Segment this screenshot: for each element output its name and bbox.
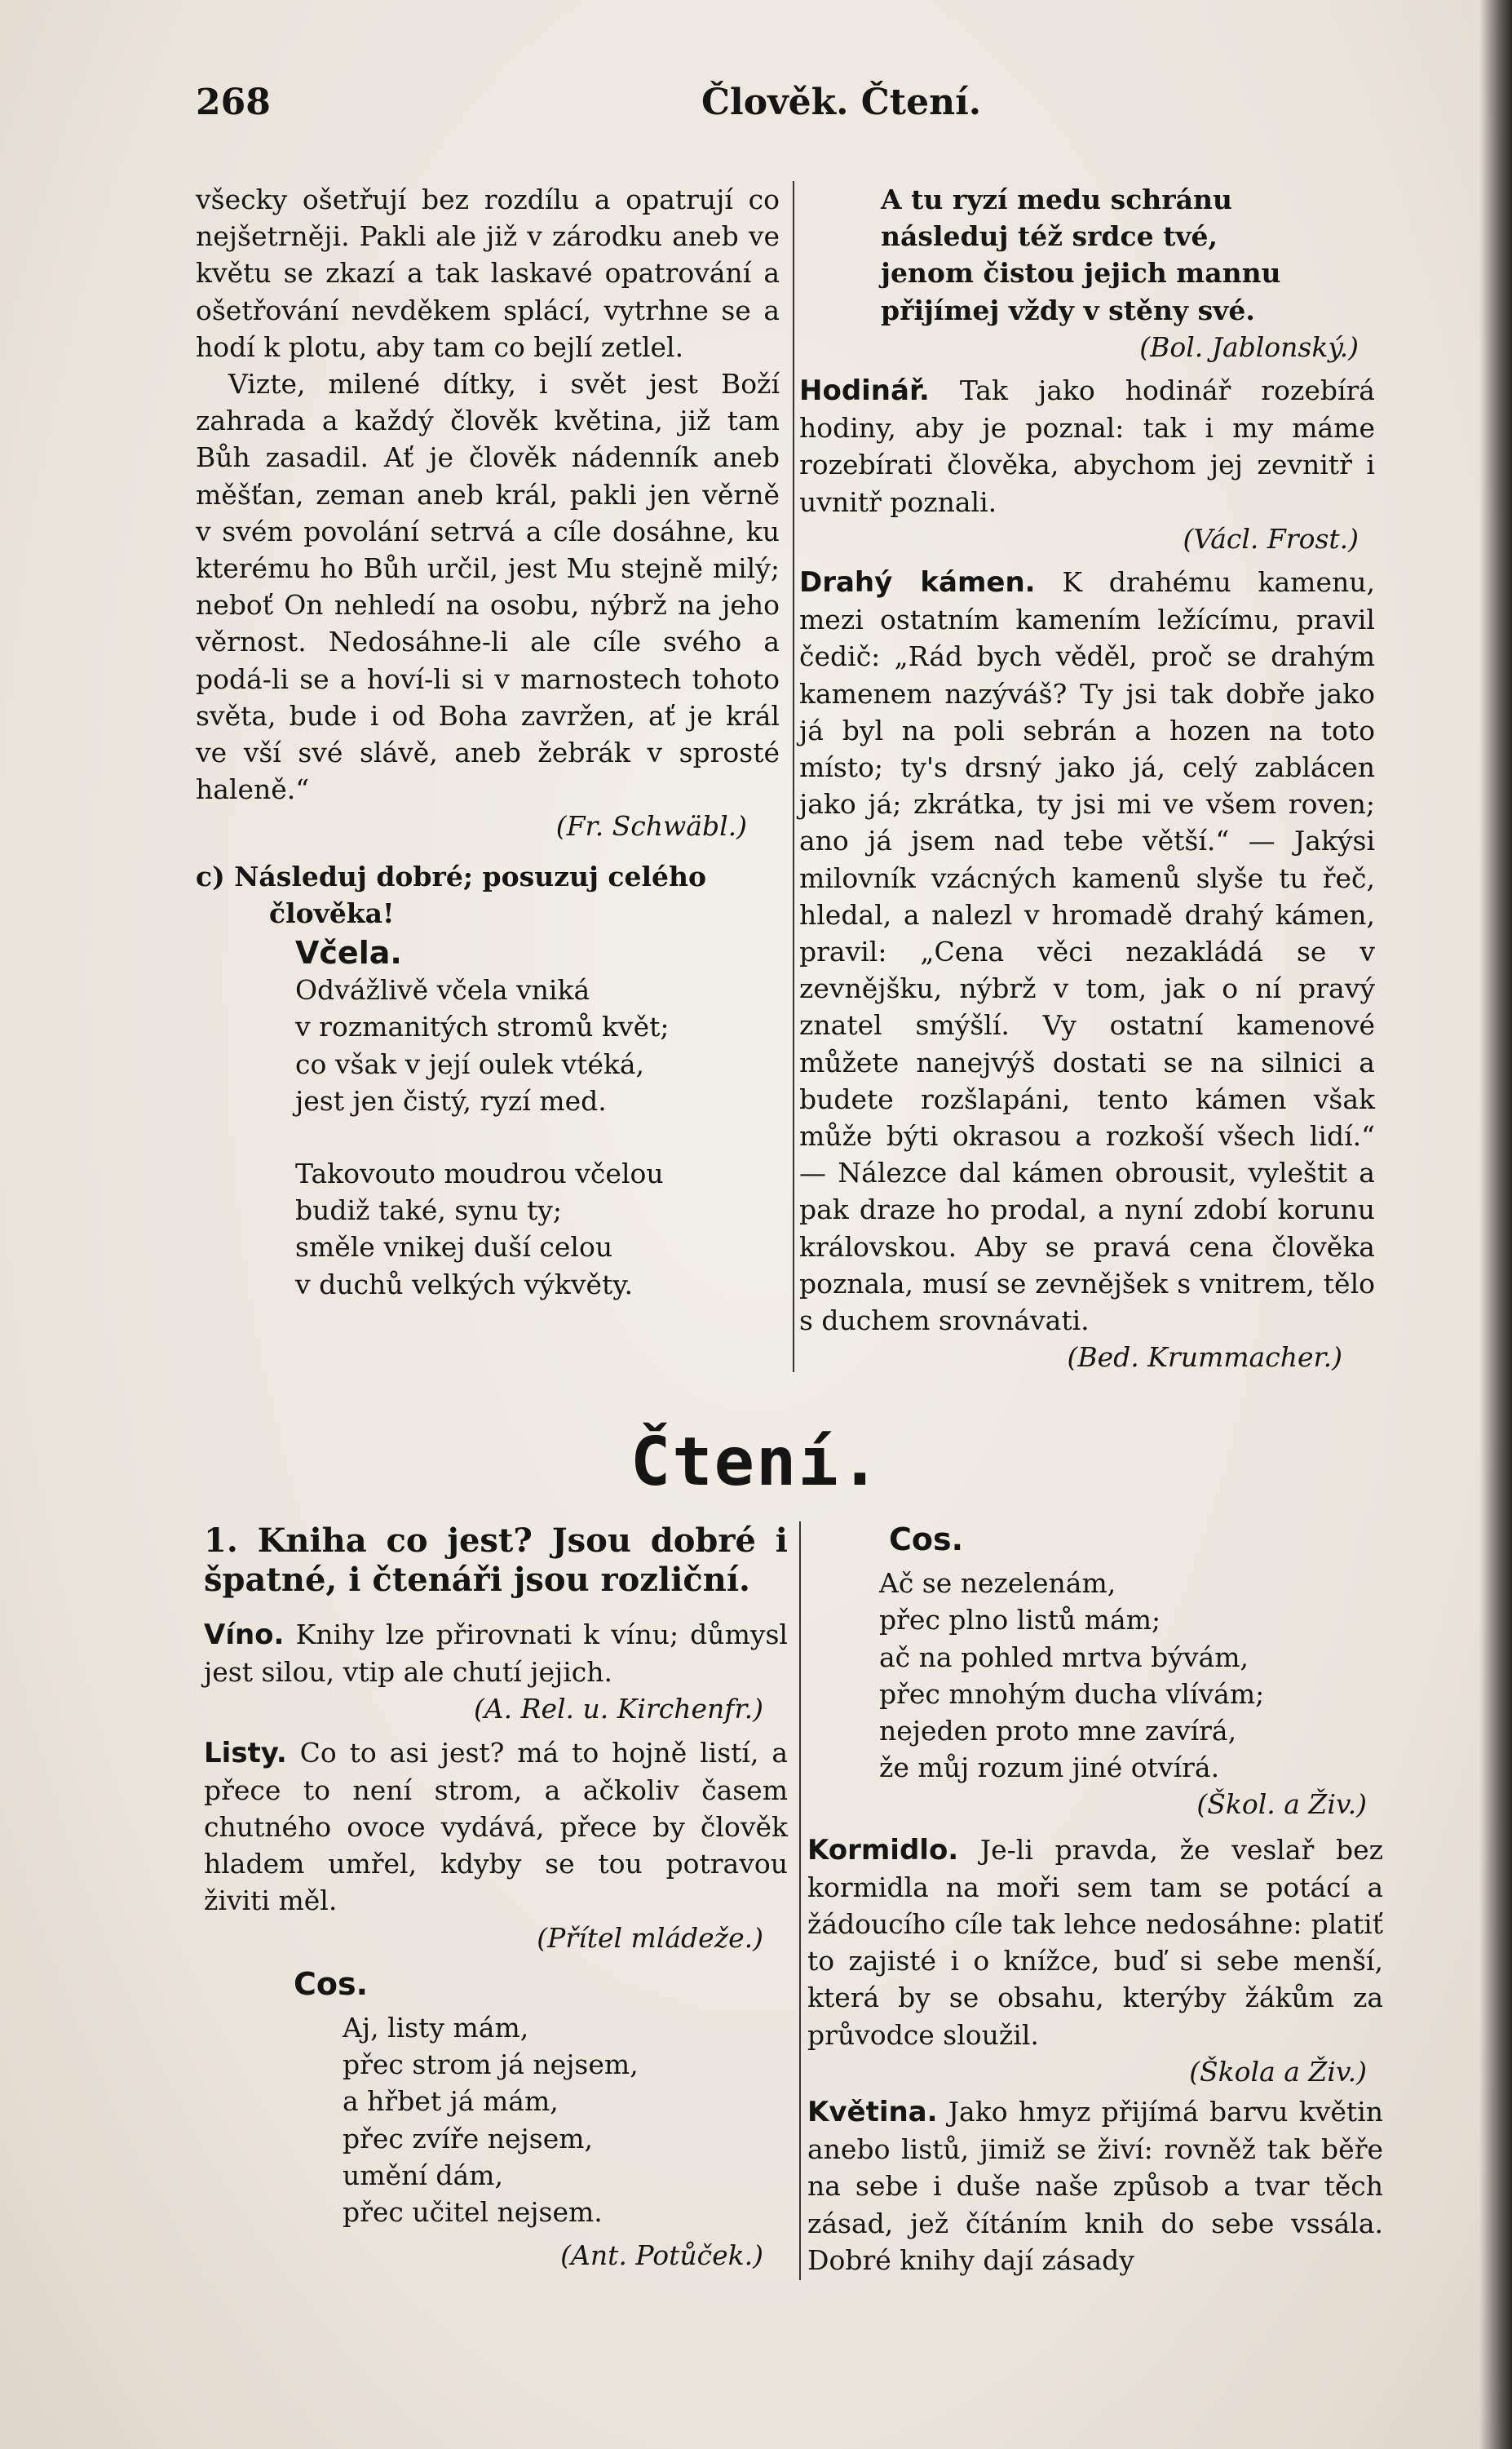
paragraph: Listy. Co to asi jest? má to hojně listí, a přece to není strom, a ačkoliv časem chutného ovoce vydává, přece by člověk hladem umřel, kdyby se tou potravou živiti měl. bbox=[204, 1736, 789, 1917]
keyword: Kormidlo. bbox=[807, 1833, 959, 1867]
attribution: (Škola a Živ.) bbox=[1189, 2055, 1367, 2088]
poem-stanza: Ač se nezelenám, přec plno listů mám; ač na pohled mrtva bývám, přec mnohým ducha vlívám; nejeden proto mne zavírá, že můj rozum jiné otvírá. bbox=[879, 1567, 1265, 1784]
left-bottom-column bbox=[204, 1521, 788, 2274]
keyword: Listy. bbox=[204, 1736, 287, 1769]
right-bottom-column bbox=[807, 1521, 1383, 2278]
section-heading: c) Následuj dobré; posuzuj celého člověka! bbox=[196, 860, 707, 929]
column-divider bbox=[793, 181, 794, 1372]
keyword: Drahý kámen. bbox=[799, 566, 1036, 600]
attribution: (Ant. Potůček.) bbox=[560, 2239, 763, 2272]
keyword: Květina. bbox=[807, 2096, 938, 2129]
keyword: Hodinář. bbox=[799, 374, 930, 408]
attribution: (A. Rel. u. Kirchenfr.) bbox=[473, 1693, 763, 1725]
attribution: (Škol. a Živ.) bbox=[1196, 1788, 1367, 1821]
attribution: (Fr. Schwäbl.) bbox=[555, 810, 747, 843]
attribution: (Václ. Frost.) bbox=[1183, 522, 1359, 555]
subheading: Cos. bbox=[889, 1521, 964, 1557]
attribution: (Bol. Jablonský.) bbox=[1139, 330, 1359, 363]
attribution: (Přítel mládeže.) bbox=[537, 1921, 763, 1954]
attribution: (Bed. Krummacher.) bbox=[1067, 1341, 1342, 1374]
subheading: Cos. bbox=[294, 1965, 369, 2002]
paragraph: Hodinář. Tak jako hodinář rozebírá hodiny, aby je poznal: tak i my máme rozebírati člověka, abychom jej zevnitř i uvnitř poznali. bbox=[799, 374, 1375, 518]
keyword: Víno. bbox=[204, 1619, 285, 1651]
paragraph: Vizte, milené dítky, i svět jest Boží zahrada a každý člověk květina, již tam Bůh zasadil. Ať je člověk nádenník aneb měšťan, zeman aneb král, pakli jen věrně v svém povolání setrvá a cíle dosáhne, ku kterému ho Bůh určil, jest Mu stejně milý; neboť On nehledí na osobu, nýbrž na jeho věrnost. Nedosáhne-li ale cíle svého a podá-li se a hoví-li si v marnostech tohoto světa, bude i od Boha zavržen, ať je král ve vší své slávě, aneb žebrák v sprosté haleně.“ bbox=[196, 368, 780, 806]
chapter-heading: 1. Kniha co jest? Jsou dobré i špatné, i čtenáři jsou rozliční. bbox=[204, 1521, 788, 1599]
section-title: Čtení. bbox=[630, 1424, 882, 1501]
poem-stanza: Odvážlivě včela vniká v rozmanitých stromů květ; co však v její oulek vtéká, jest jen čistý, ryzí med. bbox=[295, 974, 670, 1117]
column-divider bbox=[799, 1521, 801, 2280]
paragraph: všecky ošetřují bez rozdílu a opatrují co nejšetrněji. Pakli ale již v zárodku aneb ve květu se zkazí a tak laskavé opatrování a ošetřování nevděkem splácí, vytrhne se a hodí k plotu, aby tam co bejlí zetlel. bbox=[196, 184, 780, 363]
page-number: 268 bbox=[196, 82, 271, 123]
right-top-column bbox=[799, 181, 1375, 1376]
paragraph: Kormidlo. Je-li pravda, že veslař bez kormidla na moři sem tam se potácí a žádoucího cíle tak lehce nedosáhne: platiť to zajisté i o knížce, buď si sebe menší, která by se obsahu, kterýby žákům za průvodce sloužil. bbox=[807, 1833, 1383, 2051]
poem-stanza: Aj, listy mám, přec strom já nejsem, a hřbet já mám, přec zvíře nejsem, umění dám, přec učitel nejsem. bbox=[343, 2012, 639, 2229]
page-edge-shadow bbox=[1479, 0, 1512, 2449]
left-top-column bbox=[196, 181, 780, 1303]
paragraph: Víno. Knihy lze přirovnati k vínu; důmysl jest silou, vtip ale chutí jejich. bbox=[204, 1619, 788, 1689]
poem-stanza: Takovouto moudrou včelou budiž také, synu ty; směle vnikej duší celou v duchů velkých výkvěty. bbox=[295, 1158, 664, 1300]
poem-stanza: A tu ryzí medu schránu následuj též srdce tvé, jenom čistou jejich mannu přijímej vždy v stěny své. bbox=[881, 184, 1281, 326]
paragraph: Květina. Jako hmyz přijímá barvu květin anebo listů, jimiž se živí: rovněž tak běře na sebe i duše naše způsob a tvar těch zásad, jež čítáním knih do sebe vssála. Dobré knihy dají zásady bbox=[807, 2096, 1383, 2276]
running-header: Člověk. Čtení. bbox=[701, 82, 982, 123]
paragraph: Drahý kámen. K drahému kamenu, mezi ostatním kamením ležícímu, pravil čedič: „Rád bych věděl, proč se drahým kamenem nazýváš? Ty jsi tak dobře jako já byl na poli sebrán a hozen na toto místo; ty's drsný jako já, celý zablácen jako já; zkrátka, ty jsi mi ve všem roven; ano já jsem nad tebe větší.“ — Jakýsi milovník vzácných kamenů slyše tu řeč, hledal, a nalezl v hromadě drahý kámen, pravil: „Cena věci nezakládá se v zevnějšku, nýbrž v tom, jak o ní pravý znatel smýšlí. Vy ostatní kamenové můžete nanejvýš dostati se na silnici a budete rozšlapáni, tento kámen však může býti okrasou a rozkoší všech lidí.“ — Nálezce dal kámen obrousit, vyleštit a pak draze ho prodal, a nyní zdobí korunu královskou. Aby se pravá cena člověka poznala, musí se zevnějšek s vnitrem, tělo s duchem srovnávati. bbox=[799, 566, 1375, 1337]
subheading: Včela. bbox=[295, 935, 402, 972]
